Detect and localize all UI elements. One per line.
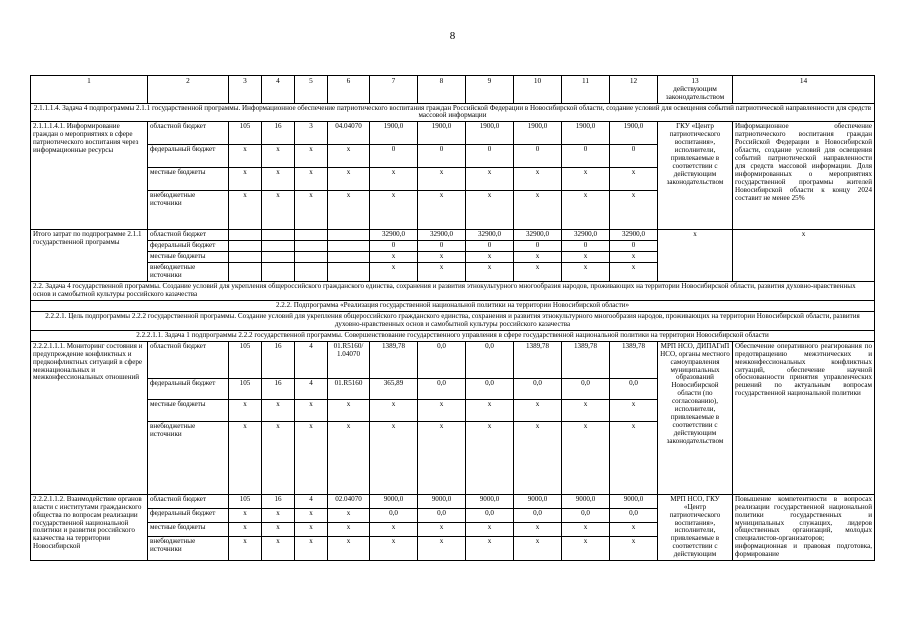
cell: 1900,0 [466,122,514,145]
cell: x [466,263,514,282]
cell: 9000,0 [562,494,610,508]
header-col-6: 6 [328,76,370,104]
cell: 0 [514,145,562,168]
cell: 0,0 [418,341,466,378]
cell: 1389,78 [562,341,610,378]
cell: x [610,168,658,191]
source-cell: внебюджетные источники [148,421,229,494]
cell: 0 [514,241,562,252]
cell: x [418,252,466,263]
source-cell: внебюджетные источники [148,536,229,560]
source-cell: внебюджетные источники [148,190,229,229]
cell: x [466,400,514,421]
header-col-1: 1 [31,76,148,104]
source-cell: федеральный бюджет [148,145,229,168]
cell: x [610,400,658,421]
header-col-13-number: 13 [691,76,699,85]
cell: 32900,0 [562,230,610,241]
cell: x [466,522,514,536]
cell [328,263,370,282]
section-row [31,300,875,311]
cell: 0,0 [418,508,466,522]
cell: 0,0 [562,508,610,522]
cell: 105 [229,122,262,145]
header-row [31,76,875,104]
cell: x [328,508,370,522]
cell: x [466,421,514,494]
source-cell: областной бюджет [148,122,229,145]
cell: x [229,168,262,191]
cell: x [295,508,328,522]
cell: 0 [466,241,514,252]
source-cell: местные бюджеты [148,252,229,263]
cell: 0 [562,241,610,252]
cell: 1389,78 [610,341,658,378]
cell: x [370,536,418,560]
cell: 3 [295,122,328,145]
section-row [31,330,875,341]
cell: x [295,190,328,229]
cell: x [229,508,262,522]
header-col-7: 7 [370,76,418,104]
cell: 16 [262,378,295,399]
source-cell: областной бюджет [148,341,229,378]
cell: x [514,522,562,536]
cell: x [295,522,328,536]
header-col-3: 3 [229,76,262,104]
cell [328,241,370,252]
cell: 0,0 [466,378,514,399]
header-col-13 [658,76,733,104]
cell: 0 [610,241,658,252]
cell: x [229,145,262,168]
cell: 32900,0 [466,230,514,241]
cell: x [562,400,610,421]
section-title: 2.2.2.1.1. Задача 1 подпрограммы 2.2.2 государственной программы. Совершенствование государственного управления в сфере государственной национальной политики на территории Новосибирской области [31,330,875,341]
cell: x [514,168,562,191]
result-cell: Обеспечение оперативного реагирования по предотвращению межэтнических и межконфессиональных конфликтных ситуаций, обеспечение научной обоснованности принятия управленческих решений по актуальным вопросам государственной национальной политики [733,341,875,494]
source-cell: областной бюджет [148,494,229,508]
cell [295,263,328,282]
cell: x [262,522,295,536]
cell [328,230,370,241]
cell: x [262,400,295,421]
header-col-5: 5 [295,76,328,104]
cell [262,230,295,241]
cell: x [262,508,295,522]
cell: 0 [418,241,466,252]
cell: x [262,536,295,560]
section-row [31,103,875,122]
cell: x [262,145,295,168]
source-cell: федеральный бюджет [148,378,229,399]
cell: x [370,400,418,421]
cell: 0,0 [514,378,562,399]
cell: 9000,0 [418,494,466,508]
cell: 4 [295,341,328,378]
section-row [31,282,875,301]
executor-cell: x [658,230,733,282]
cell: x [370,168,418,191]
executor-cell: МРП НСО, ДИПАГиП НСО, органы местного самоуправления муниципальных образований Новосибирской области (по согласованию), исполнители, привлекаемые в соответствии с действующим законодательством [658,341,733,494]
result-cell: x [733,230,875,282]
cell: 365,89 [370,378,418,399]
cell: x [562,168,610,191]
cell: 1900,0 [514,122,562,145]
executor-cell: МРП НСО, ГКУ «Центр патриотического воспитания», исполнители, привлекаемые в соответствии с действующим [658,494,733,561]
header-col-10: 10 [514,76,562,104]
cell: 32900,0 [514,230,562,241]
cell: x [370,522,418,536]
source-cell: местные бюджеты [148,522,229,536]
cell: x [295,421,328,494]
cell: x [370,421,418,494]
table-row [31,494,875,508]
cell: x [562,522,610,536]
cell: 16 [262,122,295,145]
header-col-13-extra: действующим законодательством [665,84,725,102]
cell: x [610,522,658,536]
cell: x [370,263,418,282]
cell: 0,0 [418,378,466,399]
cell: x [418,421,466,494]
cell: x [466,252,514,263]
source-cell: областной бюджет [148,230,229,241]
cell: 0,0 [514,508,562,522]
cell: x [328,190,370,229]
cell: 105 [229,494,262,508]
section-row [31,311,875,330]
cell: 04.04070 [328,122,370,145]
source-cell: федеральный бюджет [148,508,229,522]
cell: x [418,400,466,421]
result-cell: Информационное обеспечение патриотического воспитания граждан Российской Федерации в Новосибирской области, создание условий для освещения событий патриотической направленности для средств массовой информации. Доля информированных о мероприятиях государственной программы жителей Новосибирской области к концу 2024 составит не менее 25% [733,122,875,230]
header-col-9: 9 [466,76,514,104]
cell: x [514,400,562,421]
cell: x [610,536,658,560]
cell: x [328,421,370,494]
cell: x [562,263,610,282]
section-title: 2.1.1.1.4. Задача 4 подпрограммы 2.1.1 государственной программы. Информационное обеспечение патриотического воспитания граждан Российской Федерации в Новосибирской области, создание условий для освещения событий патриотической направленности для средств массовой информации [31,103,875,122]
cell: 1389,78 [370,341,418,378]
cell [229,263,262,282]
cell: 1900,0 [418,122,466,145]
result-cell: Повышение компетентности в вопросах реализации государственной национальной политики государственных и муниципальных служащих, лидеров общественных организаций, молодых специалистов-организаторов; информационная и правовая подготовка, формирование [733,494,875,561]
cell: x [328,400,370,421]
measure-name: 2.2.2.1.1.2. Взаимодействие органов власти с институтами гражданского общества по вопросам реализации государственной национальной политики и развития российского казачества на территории Новосибирской [31,494,148,561]
source-cell: внебюджетные источники [148,263,229,282]
cell: 02.04070 [328,494,370,508]
cell: 1900,0 [562,122,610,145]
header-col-12: 12 [610,76,658,104]
cell: 1900,0 [370,122,418,145]
cell: 32900,0 [610,230,658,241]
cell: 0,0 [610,378,658,399]
table-row [31,341,875,378]
cell: x [229,421,262,494]
cell: x [514,421,562,494]
cell: 105 [229,341,262,378]
cell: x [514,263,562,282]
cell [262,241,295,252]
cell: 16 [262,494,295,508]
cell: x [514,252,562,263]
cell: x [418,522,466,536]
source-cell: местные бюджеты [148,168,229,191]
total-name: Итого затрат по подпрограмме 2.1.1 государственной программы [31,230,148,282]
cell: x [466,536,514,560]
cell [295,241,328,252]
source-cell: федеральный бюджет [148,241,229,252]
cell: x [262,421,295,494]
section-title: 2.2.2. Подпрограмма «Реализация государственной национальной политики на территории Новосибирской области» [31,300,875,311]
cell: x [295,536,328,560]
cell: 9000,0 [370,494,418,508]
cell: 0,0 [562,378,610,399]
cell: x [562,190,610,229]
header-col-8: 8 [418,76,466,104]
cell: x [418,190,466,229]
cell: 0 [466,145,514,168]
cell [262,263,295,282]
cell: x [610,190,658,229]
cell: x [328,168,370,191]
cell: x [229,522,262,536]
cell: 01.R5160 [328,378,370,399]
cell: x [229,400,262,421]
cell: x [418,168,466,191]
cell: 01.R5160/ 1.04070 [328,341,370,378]
cell: x [262,168,295,191]
cell: x [562,536,610,560]
page-number: 8 [449,30,456,42]
cell [295,230,328,241]
cell: 32900,0 [418,230,466,241]
cell: 105 [229,378,262,399]
cell: x [514,536,562,560]
header-col-2: 2 [148,76,229,104]
cell: 0 [610,145,658,168]
cell [229,252,262,263]
cell: x [562,421,610,494]
source-cell: местные бюджеты [148,400,229,421]
cell: x [295,400,328,421]
executor-cell: ГКУ «Центр патриотического воспитания», исполнители, привлекаемые в соответствии с действующим законодательством [658,122,733,230]
cell: x [328,536,370,560]
cell: x [328,522,370,536]
cell [229,230,262,241]
table-row [31,230,875,241]
cell: x [610,421,658,494]
cell: x [328,145,370,168]
cell: 0 [370,145,418,168]
cell: x [262,190,295,229]
cell: x [295,168,328,191]
cell: x [466,190,514,229]
cell: x [562,252,610,263]
section-title: 2.2.2.1. Цель подпрограммы 2.2.2 государственной программы. Создание условий для укрепления общероссийского гражданского единства, сохранения и развития этнокультурного многообразия народов, проживающих на территории Новосибирской области, развития духовно-нравственных основ и самобытной культуры российского казачества [31,311,875,330]
cell: 16 [262,341,295,378]
cell: x [466,168,514,191]
header-col-4: 4 [262,76,295,104]
cell: x [610,263,658,282]
cell: x [229,190,262,229]
cell [328,252,370,263]
cell: x [370,252,418,263]
cell: 0,0 [466,508,514,522]
section-title: 2.2. Задача 4 государственной программы. Создание условий для укрепления общероссийского гражданского единства, сохранения и развития этнокультурного многообразия народов, проживающих на территории Новосибирской области, развития духовно-нравственных основ и самобытной культуры российского казачества [31,282,875,301]
measure-name: 2.2.2.1.1.1. Мониторинг состояния и предупреждение конфликтных и предконфликтных ситуаций в сфере межнациональных и межконфессиональных отношений [31,341,148,494]
cell [262,252,295,263]
budget-table [30,75,875,561]
header-col-14: 14 [733,76,875,104]
cell: 9000,0 [610,494,658,508]
cell: x [370,190,418,229]
cell: 0,0 [466,341,514,378]
cell: x [418,536,466,560]
cell: 9000,0 [514,494,562,508]
cell: 4 [295,378,328,399]
cell: 0,0 [370,508,418,522]
cell: 1900,0 [610,122,658,145]
cell: 0,0 [610,508,658,522]
header-col-11: 11 [562,76,610,104]
cell: x [295,145,328,168]
cell: 9000,0 [466,494,514,508]
measure-name: 2.1.1.1.4.1. Информирование граждан о мероприятиях в сфере патриотического воспитания через информационные ресурсы [31,122,148,230]
cell: 32900,0 [370,230,418,241]
cell [229,241,262,252]
cell [295,252,328,263]
cell: x [229,536,262,560]
cell: 0 [418,145,466,168]
cell: x [418,263,466,282]
cell: x [514,190,562,229]
cell: 4 [295,494,328,508]
cell: 0 [370,241,418,252]
cell: x [610,252,658,263]
cell: 0 [562,145,610,168]
table-row [31,122,875,145]
cell: 1389,78 [514,341,562,378]
